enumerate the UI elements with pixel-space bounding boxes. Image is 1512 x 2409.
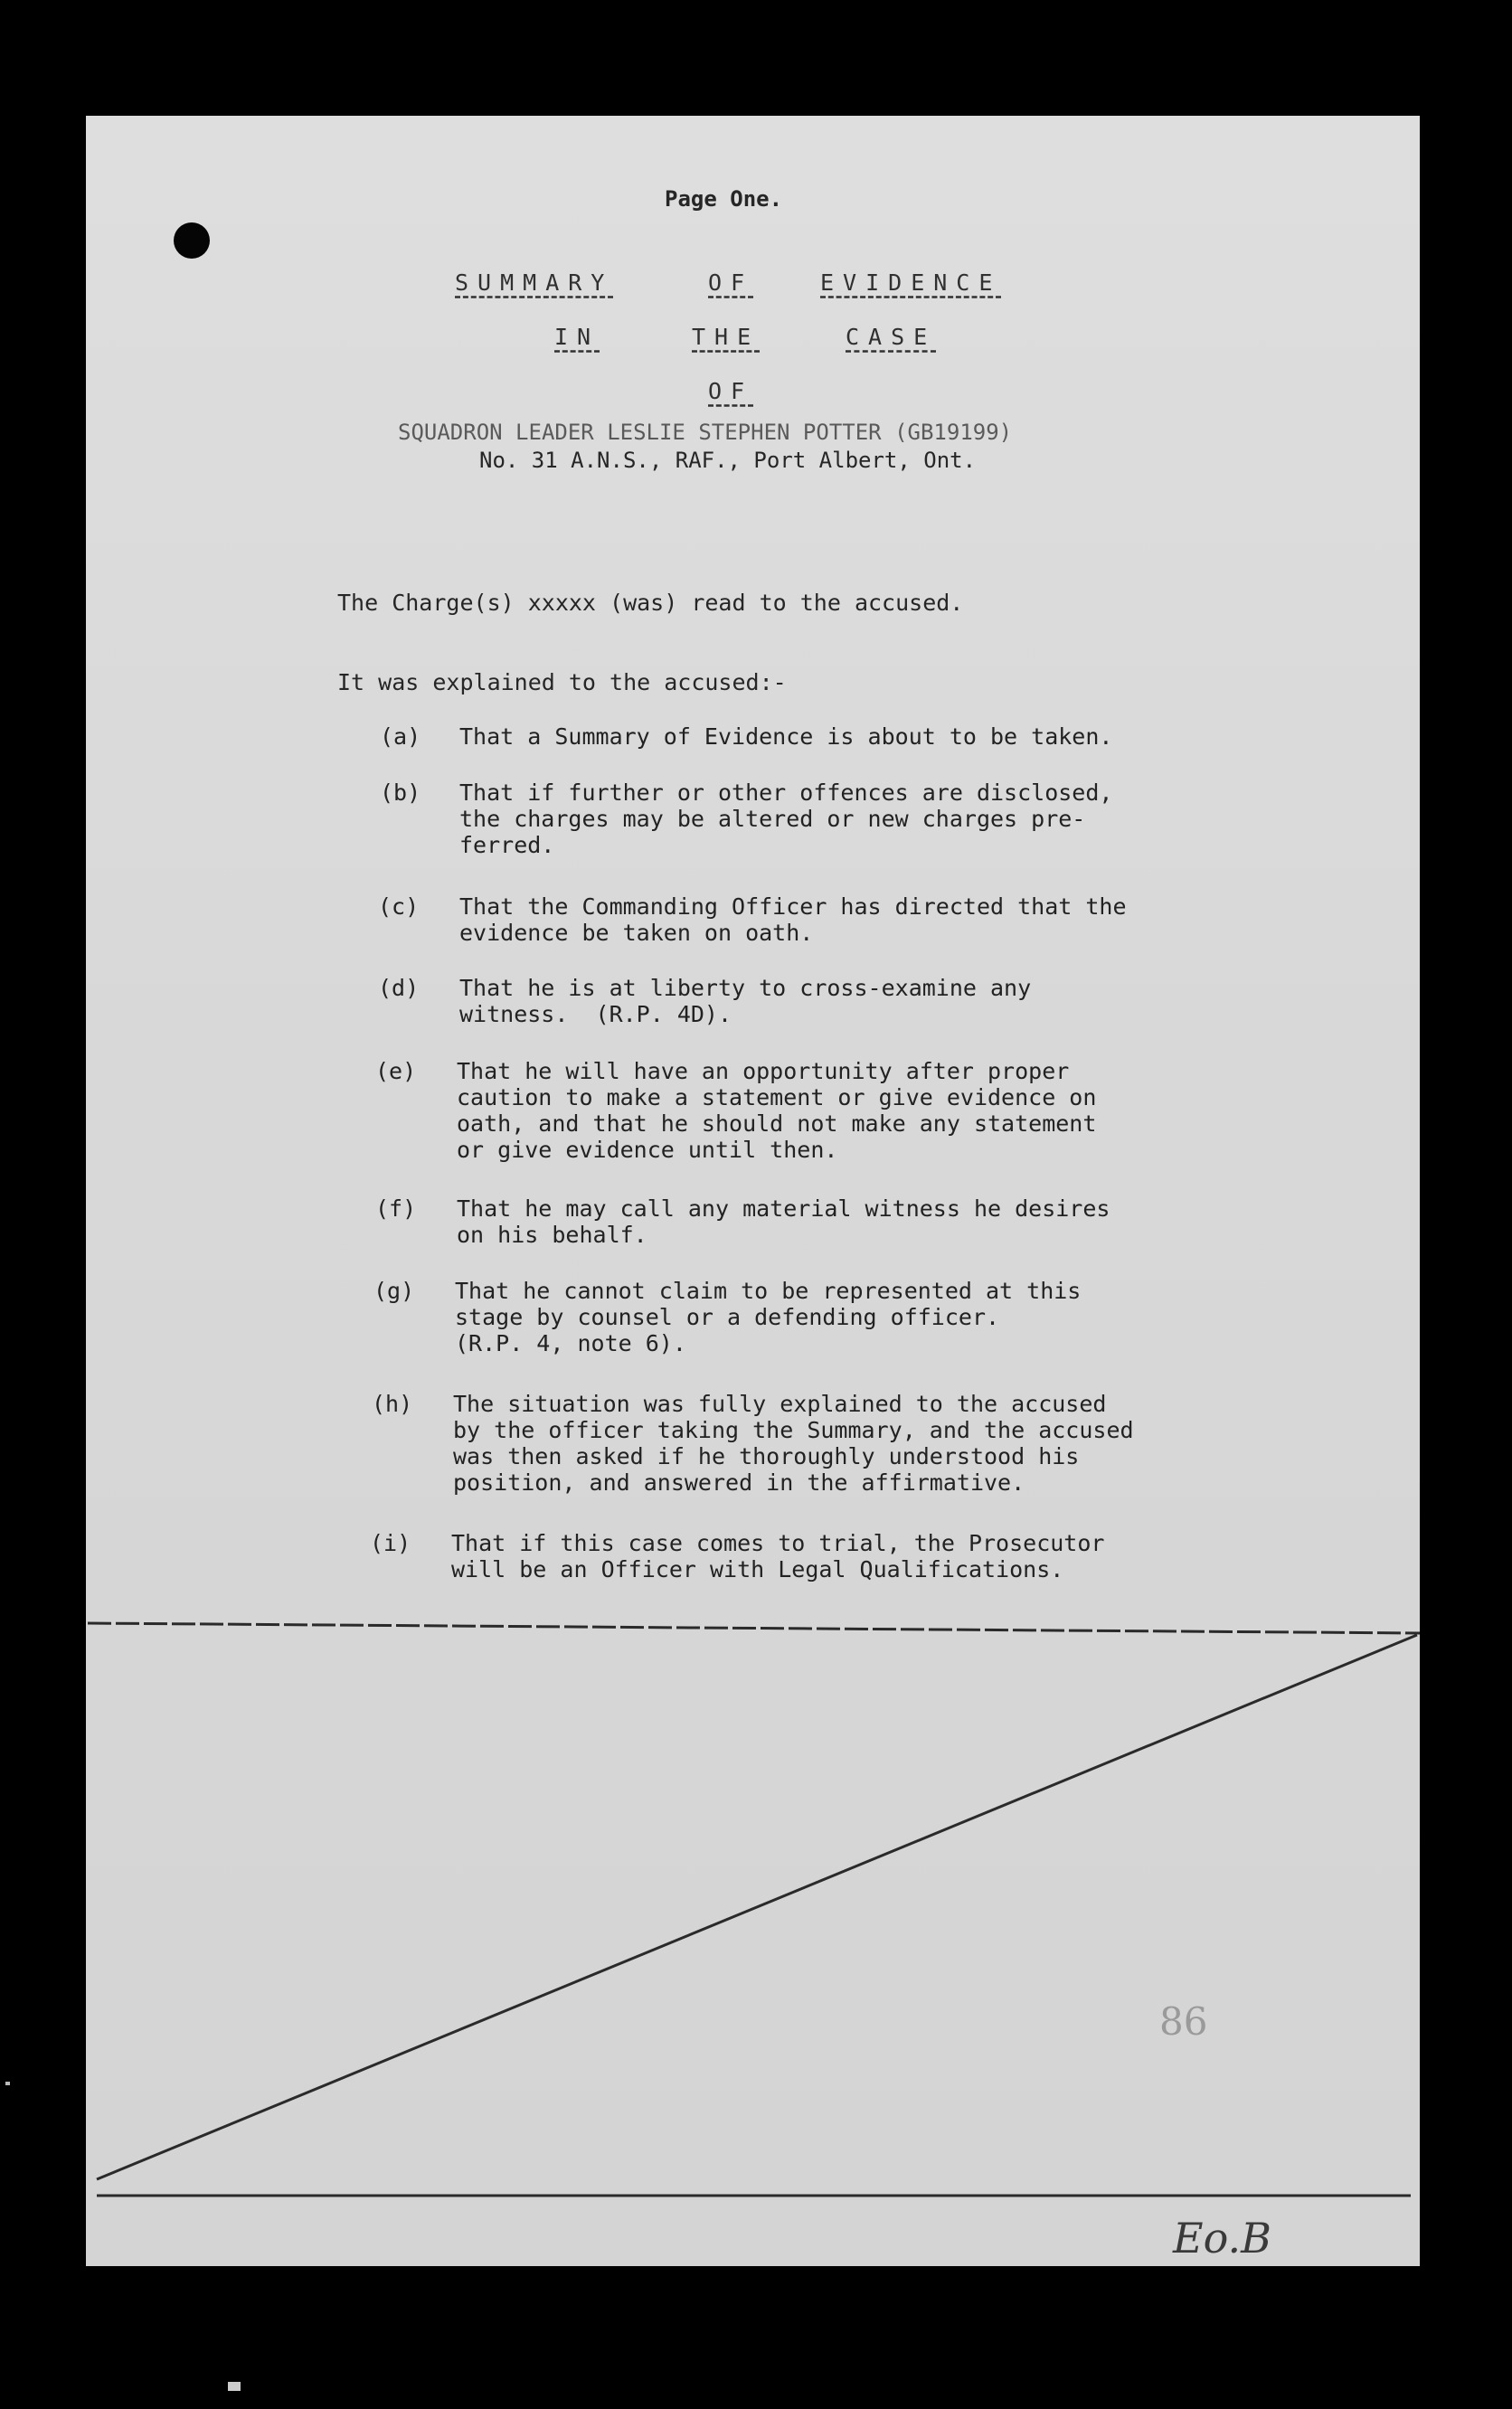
item-text: The situation was fully explained to the accused by the officer taking the Summary, and the accused was then asked if he thoroughly understood his position, and answered in the affirmative. [453,1391,1134,1496]
item-label: (g) [373,1278,415,1304]
charge-statement: The Charge(s) xxxxx (was) read to the accused. [337,590,964,616]
title-word-summary: SUMMARY [455,269,614,296]
item-label: (c) [378,893,420,920]
item-text: That he cannot claim to be represented at this stage by counsel or a defending officer. (R.P. 4, note 6). [455,1278,1082,1356]
diagonal-strike-line [97,1635,1417,2179]
item-label: (b) [380,779,421,806]
title-word-of: OF [708,269,754,296]
title-word-case: CASE [846,324,937,350]
dashed-separator-line [88,1623,1420,1633]
item-text: That if this case comes to trial, the Prosecutor will be an Officer with Legal Qualifications. [451,1530,1105,1582]
item-label: (f) [375,1195,417,1222]
handwritten-initials: Eo.B [1173,2214,1271,2263]
page-label: Page One. [665,186,783,212]
accused-unit: No. 31 A.N.S., RAF., Port Albert, Ont. [479,448,977,473]
item-label: (i) [370,1530,411,1556]
accused-name: SQUADRON LEADER LESLIE STEPHEN POTTER (GB19199) [398,420,1013,445]
title-word-evidence: EVIDENCE [820,269,1002,296]
item-label: (e) [375,1058,417,1084]
item-text: That he may call any material witness he desires on his behalf. [457,1195,1110,1248]
border-speck [5,2082,10,2085]
item-label: (d) [378,975,420,1001]
cancellation-lines [86,116,1420,2266]
document-page [86,116,1420,2266]
folio-number: 86 [1159,1999,1208,2044]
title-word-in: IN [554,324,600,350]
title-word-of-2: OF [708,378,754,404]
item-label: (h) [372,1391,413,1417]
explanation-intro: It was explained to the accused:- [337,669,787,695]
border-speck [228,2382,241,2391]
item-text: That the Commanding Officer has directed that the evidence be taken on oath. [459,893,1127,946]
item-label: (a) [380,723,421,750]
item-text: That a Summary of Evidence is about to be taken. [459,723,1113,750]
item-text: That he will have an opportunity after proper caution to make a statement or give evidence on oath, and that he should not make any statement or give evidence until then. [457,1058,1097,1163]
item-text: That he is at liberty to cross-examine any witness. (R.P. 4D). [459,975,1032,1027]
title-word-the: THE [692,324,761,350]
item-text: That if further or other offences are disclosed, the charges may be altered or new charges pre- ferred. [459,779,1113,858]
